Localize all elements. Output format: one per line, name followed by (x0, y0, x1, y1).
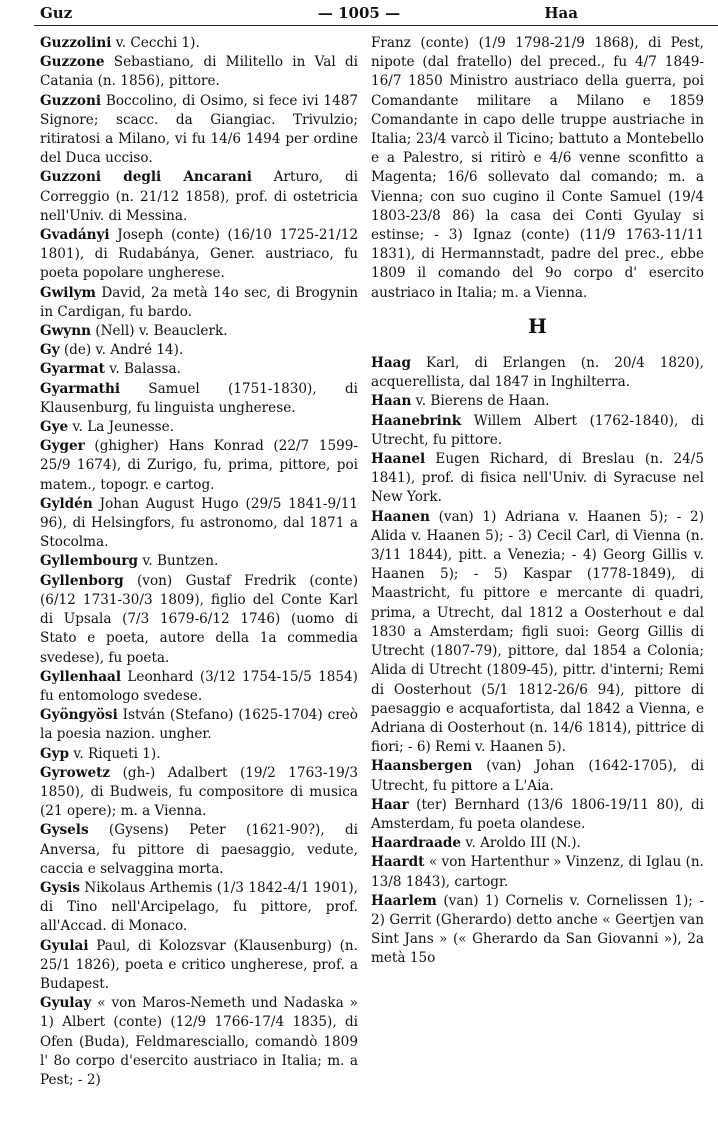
entry-text: Paul, di Kolozsvar (Klausenburg) (n. 25/1 1826), poeta e critico ungherese, prof. a Budapest. (40, 937, 358, 992)
entry-headword: Haardt (371, 854, 425, 871)
entry-headword: Gye (40, 419, 69, 436)
entry-headword: Haanen (371, 508, 430, 525)
dictionary-entry (40, 34, 358, 53)
entry-headword: Guzzoni (40, 92, 102, 109)
header-rule (34, 25, 718, 26)
entry-headword: Gyldén (40, 495, 93, 512)
entry-headword: Gyllembourg (40, 553, 138, 570)
header-left-guide: Guz (40, 4, 73, 22)
dictionary-entry (40, 418, 358, 437)
dictionary-entry (40, 92, 358, 169)
continued-entry: Franz (conte) (1/9 1798-21/9 1868), di Pest, nipote (dal fratello) del preced., fu 4/7 1849-16/7 1850 Ministro austriaco della guerra, poi Comandante militare a Milano e 1859 Comandante in capo delle truppe austriache in Italia; 23/4 varcò il Ticino; battuto a Montebello e a Palestro, si ritirò e 4/6 venne sconfitto a Magenta; 16/6 sollevato dal comando; m. a Vienna; con suo cugino il Conte Samuel (19/4 1803-23/8 86) la casa dei Conti Gyulay si estinse; - 3) Ignaz (conte) (11/9 1763-11/11 1831), di Hermannstadt, padre del prec., ebbe 1809 il comando del 9o corpo d' esercito austriaco in Italia; m. a Vienna. (371, 35, 704, 301)
dictionary-entry (40, 341, 358, 360)
entry-headword: Gysels (40, 822, 89, 839)
left-column (40, 34, 358, 1090)
dictionary-entry (40, 706, 358, 744)
dictionary-entry (371, 354, 704, 392)
entry-text: (ghigher) Hans Konrad (22/7 1599-25/9 1674), di Zurigo, fu, prima, pittore, poi matem., topogr. e cartog. (40, 438, 358, 493)
entry-headword: Gyrowetz (40, 764, 111, 781)
entry-text: Willem Albert (1762-1840), di Utrecht, fu pittore. (371, 412, 704, 448)
entry-text: (von) Gustaf Fredrik (conte) (6/12 1731-30/3 1809), figlio del Conte Karl di Upsala (7/3 1679-6/12 1746) (uomo di Stato e poeta, autore della 1a commedia svedese), fu poeta. (40, 572, 358, 666)
dictionary-entry (371, 853, 704, 891)
entry-headword: Haan (371, 393, 412, 410)
entry-text: (gh-) Adalbert (19/2 1763-19/3 1850), di Budweis, fu compositore di musica (21 opere); m. a Vienna. (40, 764, 358, 820)
dictionary-entry (371, 392, 704, 411)
dictionary-entry (40, 552, 358, 571)
entry-text: v. Bierens de Haan. (411, 393, 550, 410)
entry-headword: Haar (371, 796, 409, 813)
page-header (0, 0, 718, 24)
entry-headword: Gyllenhaal (40, 668, 122, 685)
entry-headword: Gwilym (40, 284, 96, 301)
entry-text: Sebastiano, di Militello in Val di Catania (n. 1856), pittore. (40, 54, 358, 90)
entry-text: Eugen Richard, di Breslau (n. 24/5 1841), prof. di fisica nell'Univ. di Syracuse nel New York. (371, 451, 704, 506)
entry-text: Samuel (1751-1830), di Klausenburg, fu linguista ungherese. (40, 380, 358, 416)
entry-text: Karl, di Erlangen (n. 20/4 1820), acquerellista, dal 1847 in Inghilterra. (371, 355, 704, 391)
entry-headword: Guzzolini (40, 35, 112, 51)
entry-text: « von Maros-Nemeth und Nadaska » 1) Albert (conte) (12/9 1766-17/4 1835), di Ofen (Buda), Feldmaresciallo, comandò 1809 l' 8o corpo d'esercito austriaco in Italia; m. a Pest; - 2) (40, 995, 358, 1088)
dictionary-entry (371, 757, 704, 795)
entry-headword: Gyulay (40, 995, 92, 1012)
entry-headword: Gyöngyösi (40, 707, 118, 724)
entry-text: Joseph (conte) (16/10 1725-21/12 1801), di Rudabánya, Gener. austriaco, fu poeta popolare ungherese. (40, 227, 358, 282)
entry-text: Nikolaus Arthemis (1/3 1842-4/1 1901), di Tino nell'Arcipelago, fu pittore, prof. all'Accad. di Monaco. (40, 879, 358, 935)
entry-text: Arturo, di Correggio (n. 21/12 1858), prof. di ostetricia nell'Univ. di Messina. (40, 169, 359, 224)
entry-text: (van) 1) Cornelis v. Cornelissen 1); - 2) Gerrit (Gherardo) detto anche « Geertjen van Sint Jans » (« Gherardo da San Giovanni »), 2a metà 15o (371, 892, 704, 967)
entry-headword: Gy (40, 342, 60, 359)
entry-text: István (Stefano) (1625-1704) creò la poesia nazion. ungher. (40, 707, 358, 743)
dictionary-entry (40, 745, 358, 764)
entry-headword: Haansbergen (371, 758, 473, 775)
entry-headword: Haag (371, 355, 411, 372)
dictionary-entry (40, 764, 358, 822)
entry-headword: Gyp (40, 745, 70, 762)
dictionary-entry (371, 892, 704, 969)
dictionary-entry (40, 284, 358, 322)
entry-text: (Gysens) Peter (1621-90?), di Anversa, fu pittore di paesaggio, vedute, caccia e selvaggina morta. (40, 822, 358, 877)
dictionary-entry (371, 834, 704, 853)
dictionary-entry (371, 508, 704, 758)
entry-text: (van) Johan (1642-1705), di Utrecht, fu pittore a L'Aia. (371, 758, 704, 794)
entry-headword: Gyarmathi (40, 380, 120, 397)
header-right-guide: Haa (544, 4, 578, 22)
entry-headword: Gysis (40, 879, 80, 896)
entry-text: (de) v. André 14). (59, 342, 184, 359)
dictionary-entry (40, 937, 358, 995)
entry-text: (van) 1) Adriana v. Haanen 5); - 2) Alida v. Haanen 5); - 3) Cecil Carl, di Vienna (n. 3/11 1844), pitt. a Venezia; - 4) Georg Gillis v. Haanen 5); - 5) Kaspar (1778-1849), di Maastricht, fu pittore e mercante di quadri, prima, a Utrecht, dal 1812 a Oosterhout e dal 1830 a Amsterdam; figli suoi: Georg Gillis di Utrecht (1807-79), pittore, dal 1854 a Colonia; Alida di Utrecht (1809-45), pittr. d'interni; Remi di Oosterhout (5/1 1812-26/6 94), pittore di paesaggio e acquafortista, dal 1842 a Vienna, e Adriana di Oosterhout (n. 14/6 1814), pittrice di fiori; - 6) Remi v. Haanen 5). (371, 508, 704, 756)
entry-headword: Haanebrink (371, 412, 462, 429)
entry-headword: Guzzone (40, 54, 105, 71)
dictionary-entry (40, 437, 358, 495)
dictionary-entry (371, 412, 704, 450)
dictionary-entry (40, 572, 358, 668)
page-number: — 1005 — (317, 4, 401, 22)
entry-text: (ter) Bernhard (13/6 1806-19/11 80), di Amsterdam, fu poeta olandese. (371, 796, 704, 832)
dictionary-entry (40, 380, 358, 418)
entry-text: Leonhard (3/12 1754-15/5 1854) fu entomologo svedese. (40, 668, 358, 704)
dictionary-entry (40, 168, 358, 226)
entry-text: v. Riqueti 1). (69, 745, 161, 762)
entry-headword: Guzzoni degli Ancarani (40, 169, 252, 186)
entry-text: Johan August Hugo (29/5 1841-9/11 96), di Helsingfors, fu astronomo, dal 1871 a Stocolma. (40, 495, 358, 551)
entry-text: David, 2a metà 14o sec, di Brogynin in Cardigan, fu bardo. (40, 284, 358, 320)
right-entries (371, 354, 704, 969)
entry-text: v. Balassa. (104, 361, 181, 378)
entry-text: v. Cecchi 1). (111, 35, 200, 51)
entry-text: v. Aroldo III (N.). (461, 835, 581, 852)
section-letter: H (528, 313, 547, 338)
entry-headword: Gyger (40, 438, 85, 455)
dictionary-entry (40, 53, 358, 91)
entry-headword: Gyulai (40, 937, 89, 954)
entry-headword: Gyllenborg (40, 572, 124, 589)
entry-headword: Gwynn (40, 323, 91, 340)
right-column (371, 34, 704, 969)
dictionary-entry (40, 994, 358, 1090)
entry-text: Boccolino, di Osimo, si fece ivi 1487 Signore; scacc. da Giangiac. Trivulzio; ritiratosi a Milano, vi fu 14/6 1494 per ordine del Duca ucciso. (40, 92, 358, 167)
entry-headword: Gyarmat (40, 361, 105, 378)
dictionary-entry (40, 226, 358, 284)
dictionary-entry (40, 495, 358, 553)
dictionary-entry (40, 360, 358, 379)
dictionary-entry (40, 668, 358, 706)
entry-headword: Haanel (371, 451, 426, 468)
dictionary-entry (40, 879, 358, 937)
entry-headword: Haardraade (371, 835, 462, 852)
dictionary-entry (40, 821, 358, 879)
entry-text: (Nell) v. Beauclerk. (90, 323, 228, 340)
dictionary-entry (371, 450, 704, 508)
entry-text: « von Hartenthur » Vinzenz, di Iglau (n. 13/8 1843), cartogr. (371, 854, 704, 890)
entry-headword: Gvadányi (40, 227, 110, 244)
entry-text: v. La Jeunesse. (68, 419, 175, 436)
entry-headword: Haarlem (371, 892, 437, 909)
dictionary-entry (371, 796, 704, 834)
dictionary-entry (40, 322, 358, 341)
entry-text: v. Buntzen. (138, 553, 219, 570)
